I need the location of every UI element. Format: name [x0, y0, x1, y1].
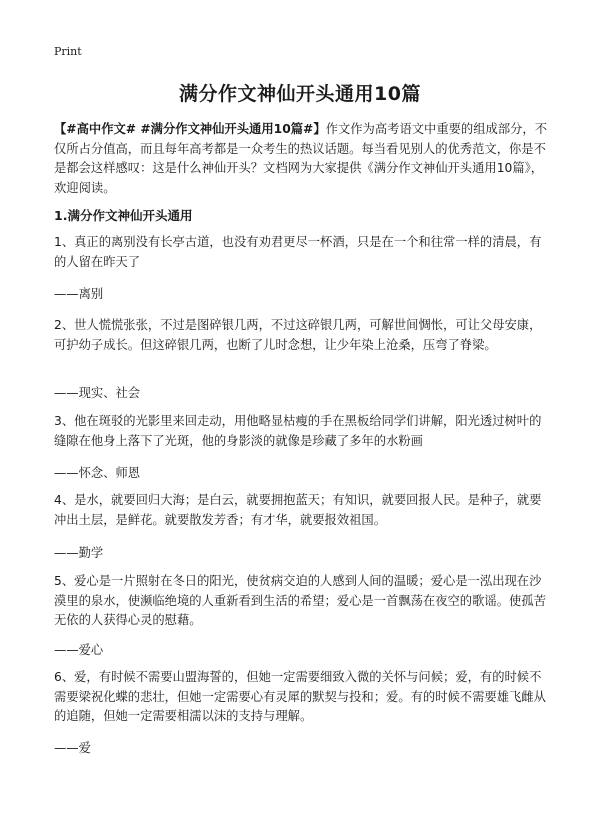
attribution-6: ——爱 — [54, 741, 91, 755]
paragraph-1: 1、真正的离别没有长亭古道，也没有劝君更尽一杯酒，只是在一个和往常一样的清晨，有的人留在昨天了 — [54, 235, 542, 269]
paragraph-2: 2、世人慌慌张张，不过是图碎银几两，不过这碎银几两，可解世间惆怅，可让父母安康，可护幼子成长。但这碎银几两，也断了儿时念想，让少年染上沧桑，压弯了脊梁。 — [54, 318, 542, 352]
print-label: Print — [54, 45, 82, 58]
section-heading: 1.满分作文神仙开头通用 — [54, 208, 193, 223]
paragraph-4: 4、是水，就要回归大海；是白云，就要拥抱蓝天；有知识，就要回报人民。是种子，就要冲出土层，是鲜花。就要散发芳香；有才华，就要报效祖国。 — [54, 493, 542, 527]
attribution-2: ——现实、社会 — [54, 386, 141, 400]
attribution-5: ——爱心 — [54, 643, 104, 657]
document-title: 满分作文神仙开头通用10篇 — [179, 83, 421, 105]
paragraph-3: 3、他在斑驳的光影里来回走动，用他略显枯瘦的手在黑板给同学们讲解，阳光透过树叶的缝隙在他身上落下了光斑，他的身影淡的就像是珍藏了多年的水粉画 — [54, 414, 542, 448]
intro-text: 作文作为高考语文中重要的组成部分，不仅所占分值高，而且每年高考都是一众考生的热议话题。每当看见别人的优秀范文，你是不是都会这样感叹：这是什么神仙开头？文档网为大家提供《满分作文神仙开头通用10篇》，欢迎阅读。 — [54, 122, 548, 195]
attribution-1: ——离别 — [54, 287, 104, 301]
intro-paragraph — [54, 120, 550, 198]
paragraph-5: 5、爱心是一片照射在冬日的阳光，使贫病交迫的人感到人间的温暖；爱心是一泓出现在沙漠里的泉水，使濒临绝境的人重新看到生活的希望；爱心是一首飘荡在夜空的歌谣。使孤苦无依的人获得心灵的慰藉。 — [54, 574, 546, 627]
attribution-4: ——勤学 — [54, 546, 104, 560]
paragraph-6: 6、爱，有时候不需要山盟海誓的，但她一定需要细致入微的关怀与问候；爱，有的时候不需要梁祝化蝶的悲壮，但她一定需要心有灵犀的默契与投和；爱。有的时候不需要雄飞雌从的追随，但她一定需要相濡以沫的支持与理解。 — [54, 670, 546, 723]
attribution-3: ——怀念、师恩 — [54, 466, 141, 480]
intro-tag: 【#高中作文# #满分作文神仙开头通用10篇#】 — [54, 122, 326, 136]
